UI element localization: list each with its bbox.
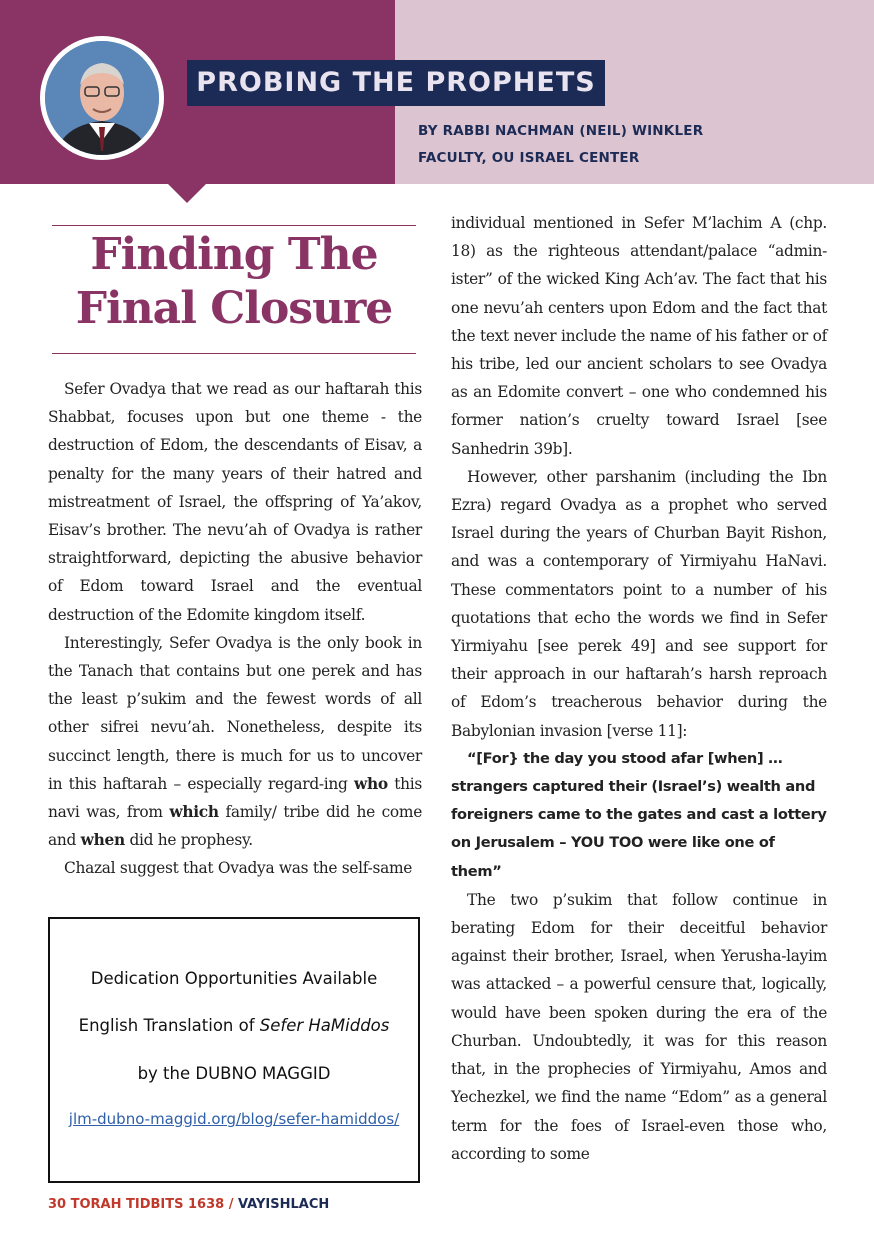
article-column-left — [48, 375, 422, 883]
ad-subtitle-prefix: English Translation of — [78, 1016, 260, 1035]
dedication-ad — [48, 917, 420, 1183]
title-rule-top — [52, 225, 416, 226]
ad-link[interactable]: jlm-dubno-maggid.org/blog/sefer-hamiddos/ — [68, 1110, 400, 1128]
paragraph: The two p’sukim that follow continue in berating Edom for their deceitful behavior against their brother, Israel, when Yerusha-layim was attacked – a powerful censure that, logically, would have been spoken during the era of the Churban. Undoubtedly, it was for this reason that, in the prophecies of Yirmiyahu, Amos and Yechezkel, we find the name “Edom” as a general term for the foes of Israel-even those who, according to some — [451, 890, 827, 1163]
article-column-right — [451, 209, 827, 1168]
article-title-line1: Finding The — [90, 229, 378, 280]
column-title: PROBING THE PROPHETS — [187, 60, 605, 106]
ad-headline: Dedication Opportunities Available — [90, 969, 378, 988]
article-title — [48, 228, 420, 336]
header-pointer — [167, 183, 207, 203]
author-photo — [40, 36, 164, 160]
paragraph: Sefer Ovadya that we read as our haftarah this Shabbat, focuses upon but one theme - the destruction of Edom, the descendants of Eisav, a penalty for the many years of their hatred and mistreatment of Israel, the offspring of Ya’akov, Eisav’s brother. The nevu’ah of Ovadya is rather straightforward, depicting the abusive behavior of Edom toward Israel and the eventual destruction of the Edomite kingdom itself. — [48, 380, 422, 624]
author-name: BY RABBI NACHMAN (NEIL) WINKLER — [418, 123, 704, 139]
ad-author: by the DUBNO MAGGID — [137, 1064, 331, 1083]
paragraph: However, other parshanim (including the Ibn Ezra) regard Ovadya as a prophet who served Israel during the years of Churban Bayit Rishon, and was a contemporary of Yirmiyahu HaNavi. These commentators point to a number of his quotations that echo the words we find in Sefer Yirmiyahu [see perek 49] and see support for their approach in our haftarah’s harsh reproach of Edom’s treacherous behavior during the Babylonian invasion [verse 11]: — [451, 467, 827, 740]
paragraph: Interestingly, Sefer Ovadya is the only book in the Tanach that contains but one perek and has the least p’sukim and the fewest words of all other sifrei nevu’ah. Nonetheless, despite its succinct length, there is much for us to uncover in this haftarah – especially regard-ing who this navi was, from which family/ tribe did he come and when did he prophesy. — [48, 633, 423, 850]
ad-subtitle — [50, 1016, 418, 1035]
title-rule-bottom — [52, 353, 416, 354]
ad-book-title: Sefer HaMiddos — [259, 1016, 390, 1035]
paragraph: individual mentioned in Sefer M’lachim A (chp. 18) as the righteous attendant/palace “admin-ister” of the wicked King Ach’av. The fact that his one nevu’ah centers upon Edom and the fact that the text never include the name of his father or of his tribe, led our ancient scholars to see Ovadya as an Edomite convert – one who condemned his former nation’s cruelty toward Israel [see Sanhedrin 39b]. — [451, 214, 827, 458]
footer-parsha: VAYISHLACH — [238, 1197, 330, 1212]
author-affiliation: FACULTY, OU ISRAEL CENTER — [418, 150, 640, 166]
article-title-line2: Final Closure — [75, 283, 393, 334]
page-footer — [48, 1197, 329, 1212]
byline — [418, 118, 703, 172]
quote: “[For} the day you stood afar [when] … strangers captured their (Israel’s) wealth and foreigners came to the gates and cast a lottery on Jerusalem – YOU TOO were like one of them” — [451, 749, 827, 880]
paragraph: Chazal suggest that Ovadya was the self-same — [64, 859, 413, 878]
footer-issue: 30 TORAH TIDBITS 1638 / — [48, 1197, 234, 1212]
